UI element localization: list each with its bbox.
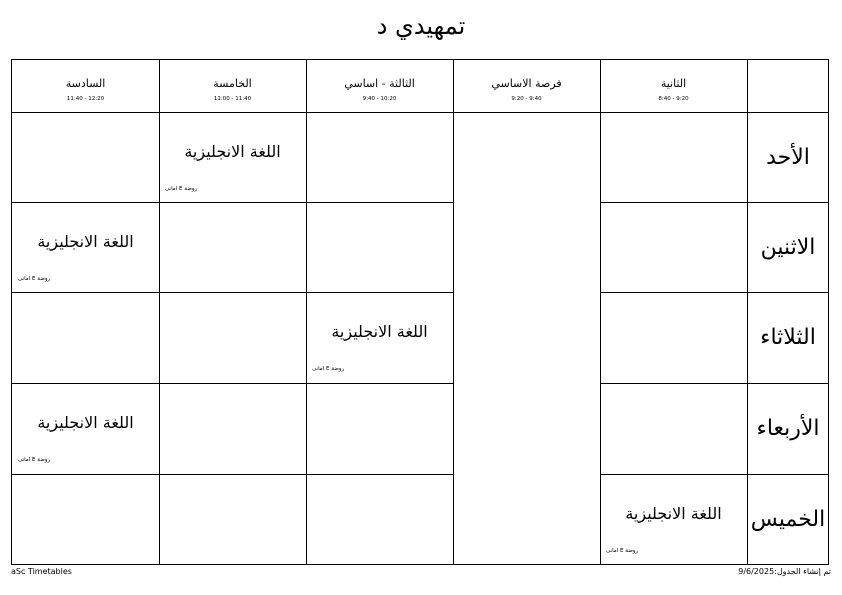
period-time: 11:40 - 12:20 <box>66 96 105 102</box>
period-time: 8:40 - 9:20 <box>658 96 689 102</box>
lesson-room-teacher: روضة E امانى <box>18 276 51 282</box>
period-time: 9:20 - 9:40 <box>511 96 542 102</box>
period-name: الثانية <box>660 77 687 90</box>
period-header-second <box>600 60 747 112</box>
lesson-room-teacher: روضة E امانى <box>606 548 639 554</box>
column-divider <box>453 60 454 564</box>
row-divider <box>12 474 453 475</box>
lesson-card[interactable] <box>12 383 159 474</box>
period-time: 11:00 - 11:40 <box>213 96 252 102</box>
lesson-room-teacher: روضة E امانى <box>165 186 198 192</box>
lesson-room-teacher: روضة E امانى <box>312 366 345 372</box>
lesson-card[interactable] <box>12 202 159 292</box>
timetable-title: تمهيدي د <box>376 12 466 40</box>
period-header-sixth <box>12 60 159 112</box>
lesson-room-teacher: روضة E امانى <box>18 457 51 463</box>
lesson-subject: اللغة الانجليزية <box>37 232 134 251</box>
day-label-wednesday: الأربعاء <box>756 415 820 441</box>
period-header-break <box>453 60 600 112</box>
lesson-card[interactable] <box>600 474 747 564</box>
period-name: فرصة الاساسي <box>491 77 562 90</box>
footer-created-date: تم إنشاء الجدول:9/6/2025 <box>738 567 831 576</box>
day-label-thursday: الخميس <box>750 506 826 532</box>
period-header-third <box>306 60 453 112</box>
day-label-sunday: الأحد <box>766 144 810 170</box>
header-divider <box>12 112 828 113</box>
lesson-card[interactable] <box>306 292 453 383</box>
lesson-subject: اللغة الانجليزية <box>331 322 428 341</box>
day-label-tuesday: الثلاثاء <box>760 324 816 350</box>
period-name: الخامسة <box>213 77 252 90</box>
period-header-fifth <box>159 60 306 112</box>
lesson-card[interactable] <box>159 112 306 202</box>
lesson-subject: اللغة الانجليزية <box>625 504 722 523</box>
period-name: الثالثة - اساسي <box>344 77 415 90</box>
lesson-subject: اللغة الانجليزية <box>184 142 281 161</box>
timetable-grid <box>11 59 829 565</box>
period-name: السادسة <box>65 77 106 90</box>
period-time: 9:40 - 10:20 <box>362 96 397 102</box>
lesson-subject: اللغة الانجليزية <box>37 413 134 432</box>
footer-generator: aSc Timetables <box>11 567 72 576</box>
day-label-monday: الاثنين <box>760 234 816 260</box>
